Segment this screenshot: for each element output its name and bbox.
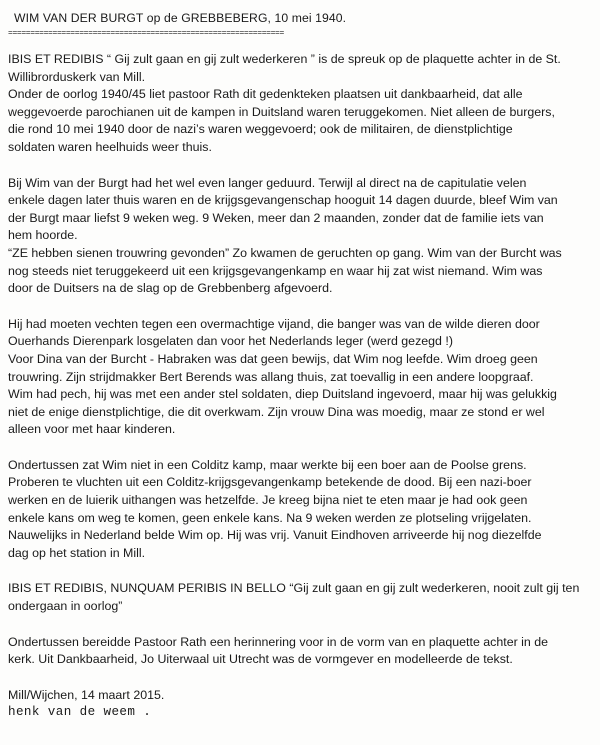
text-line: enkele dagen later thuis waren en de krijgsgevangenschap hooguit 14 dagen duurde, bleef Wim van (8, 193, 558, 208)
title-underline-rule: ============================================================== (8, 29, 284, 38)
text-line: door de Duitsers na de slag op de Grebbenberg afgevoerd. (8, 281, 333, 296)
text-line: niet de enige dienstplichtige, die dit overkwam. Zijn vrouw Dina was moedig, maar ze stond er wel (8, 404, 545, 419)
text-line: alleen voor met haar kinderen. (8, 422, 176, 437)
text-line: Wim had pech, hij was met een ander stel soldaten, diep Duitsland ingevoerd, maar hij was gelukkig (8, 387, 557, 402)
text-line: enkele kans om weg te komen, geen enkele kans. Na 9 weken werden ze plotseling vrijgelaten. (8, 510, 532, 525)
closing-block (8, 687, 593, 722)
text-line: dag op het station in Mill. (8, 545, 146, 560)
text-line: kerk. Uit Dankbaarheid, Jo Uiterwaal uit Utrecht was de vormgever en modelleerde de tekst. (8, 652, 513, 667)
text-line: Onder de oorlog 1940/45 liet pastoor Rath dit gedenkteken plaatsen uit dankbaarheid, dat alle (8, 87, 523, 102)
paragraph-nine-weeks (8, 175, 593, 298)
text-line: Ondertussen bereidde Pastoor Rath een herinnering voor in de vorm van en plaquette achter in de (8, 634, 549, 649)
text-line: soldaten waren heelhuids weer thuis. (8, 139, 212, 154)
text-line: IBIS ET REDIBIS “ Gij zult gaan en gij zult wederkeren ” is de spreuk op de plaquette achter in de St. (8, 52, 561, 66)
text-line: Ouerhands Dierenpark losgelaten dan voor het Nederlands leger (werd gezegd !) (8, 334, 453, 349)
place-date: Mill/Wijchen, 14 maart 2015. (8, 687, 165, 702)
text-line: die rond 10 mei 1940 door de nazi’s waren weggevoerd; ook de militairen, de dienstplichtige (8, 122, 513, 137)
paragraph-plaquette-design (8, 634, 593, 669)
document-body (8, 51, 593, 722)
paragraph-latin-motto (8, 580, 593, 615)
paragraph-plaquette-intro (8, 51, 593, 157)
text-line: ondergaan in oorlog” (8, 599, 123, 614)
text-line: hem hoorde. (8, 228, 78, 243)
paragraph-polish-border (8, 457, 593, 563)
text-line: weggevoerde parochianen uit de kampen in Duitsland waren teruggekomen. Niet alleen de burgers, (8, 104, 555, 119)
text-line: der Burgt maar liefst 9 weken weg. 9 Weken, meer dan 2 maanden, zonder dat de familie iets van (8, 210, 544, 225)
text-line: Willibrorduskerk van Mill. (8, 69, 146, 84)
text-line: nog steeds niet teruggekeerd uit een krijgsgevangenkamp en waar hij zat wist niemand. Wim was (8, 263, 543, 278)
text-line: trouwring. Zijn strijdmakker Bert Berends was allang thuis, zat toevallig in een andere loopgraaf. (8, 369, 534, 384)
text-line: Nauwelijks in Nederland belde Wim op. Hij was vrij. Vanuit Eindhoven arriveerde hij nog diezelfde (8, 528, 542, 543)
text-line: Voor Dina van der Burcht - Habraken was dat geen bewijs, dat Wim nog leefde. Wim droeg geen (8, 351, 538, 366)
text-line: “ZE hebben sienen trouwring gevonden” Zo kwamen de geruchten op gang. Wim van der Burcht was (8, 245, 562, 260)
document-title: WIM VAN DER BURGT op de GREBBEBERG, 10 mei 1940. (14, 11, 347, 25)
text-line: Proberen te vluchten uit een Colditz-krijgsgevangenkamp betekende de dood. Bij een nazi-boer (8, 475, 532, 490)
text-line: IBIS ET REDIBIS, NUNQUAM PERIBIS IN BELLO “Gij zult gaan en gij zult wederkeren, nooit zult gij ten (8, 581, 580, 596)
text-line: Hij had moeten vechten tegen een overmachtige vijand, die banger was van de wilde dieren door (8, 316, 540, 331)
text-line: Ondertussen zat Wim niet in een Colditz kamp, maar werkte bij een boer aan de Poolse grens. (8, 457, 527, 472)
paragraph-overpowering-enemy (8, 316, 593, 439)
text-line: Bij Wim van der Burgt had het wel even langer geduurd. Terwijl al direct na de capitulatie velen (8, 175, 527, 190)
text-line: werken en de luierik uithangen was hetzelfde. Je kreeg bijna niet te eten maar je had ook geen (8, 493, 528, 508)
author-signature: henk van de weem . (8, 705, 152, 720)
